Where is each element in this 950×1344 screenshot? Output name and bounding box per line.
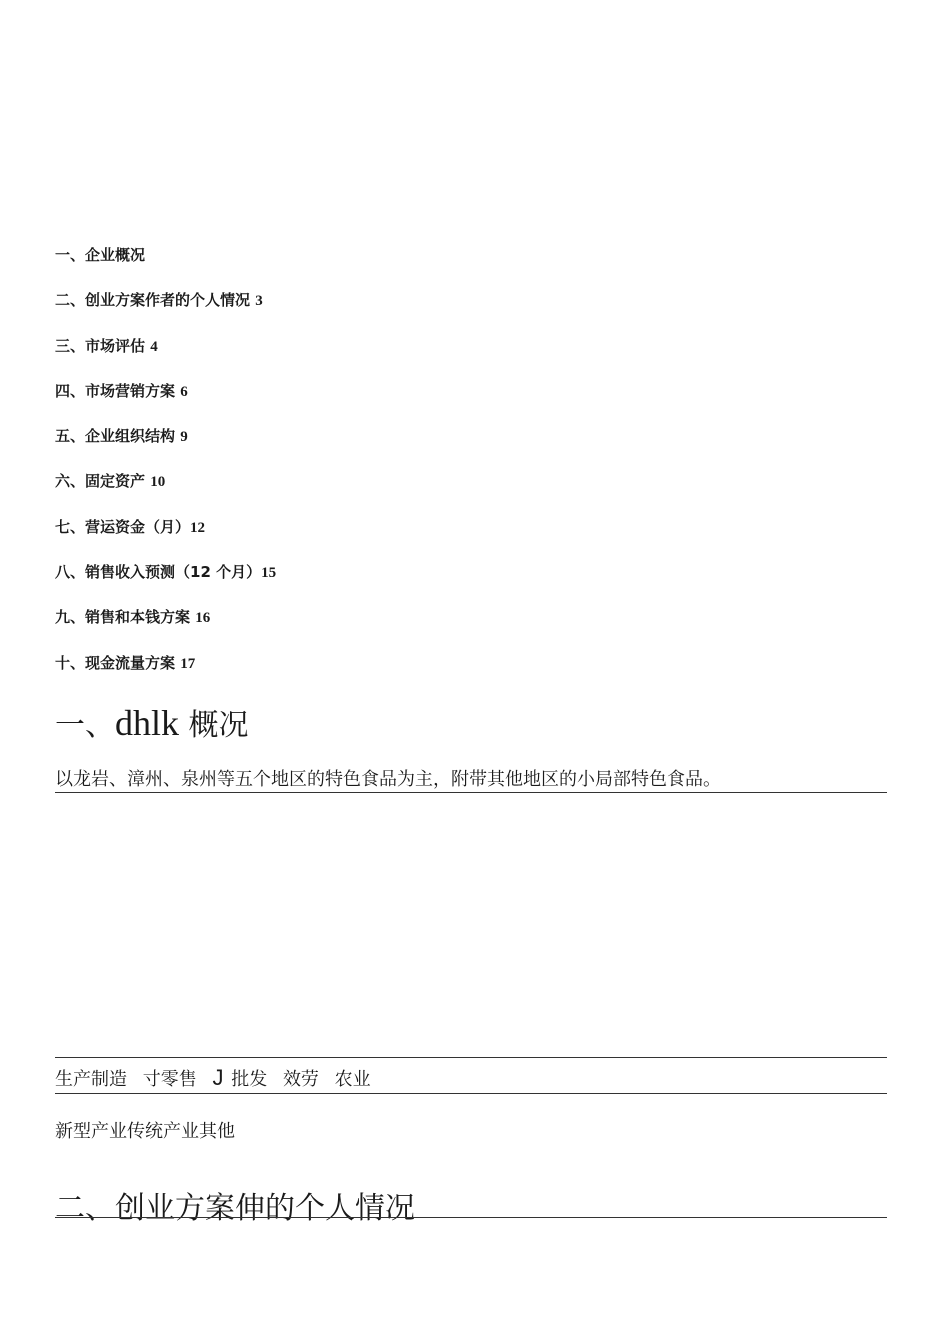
industry-option: 生产制造 <box>55 1069 127 1090</box>
section-1-heading: 一、dhlk 概况 <box>55 703 249 743</box>
toc-item[interactable]: 十、现金流量方案 17 <box>55 653 196 672</box>
industry-options <box>55 1065 381 1093</box>
toc-item[interactable]: 三、市场评估 4 <box>55 336 158 355</box>
divider-line <box>55 1057 887 1058</box>
toc-item[interactable]: 九、销售和本钱方案 16 <box>55 608 211 627</box>
divider-line <box>55 1093 887 1094</box>
toc-item[interactable]: 二、创业方案作者的个人情况 3 <box>55 291 263 310</box>
toc-item[interactable]: 八、销售收入预测（12 个月）15 <box>55 563 277 582</box>
toc-item[interactable]: 五、企业组织结构 9 <box>55 427 188 446</box>
industry-option: 批发 <box>231 1069 268 1090</box>
toc-item[interactable]: 七、营运资金（月）12 <box>55 517 206 536</box>
industry-option: 效劳 <box>282 1069 319 1090</box>
industry-option: 农业 <box>334 1069 371 1090</box>
section-2-heading: 二、创业方案伸的个人情况 <box>55 1191 415 1226</box>
business-description: 以龙岩、漳州、泉州等五个地区的特色食品为主，附带其他地区的小局部特色食品。 <box>55 768 887 793</box>
toc-item[interactable]: 一、企业概况 <box>55 246 146 264</box>
industry-types: 新型产业传统产业其他 <box>55 1121 235 1142</box>
industry-option: 寸零售 <box>142 1069 197 1090</box>
toc-item[interactable]: 四、市场营销方案 6 <box>55 381 188 400</box>
industry-mark: J <box>212 1065 224 1090</box>
table-of-contents <box>55 243 276 696</box>
toc-item[interactable]: 六、固定资产 10 <box>55 472 166 491</box>
divider-line <box>55 1217 887 1218</box>
